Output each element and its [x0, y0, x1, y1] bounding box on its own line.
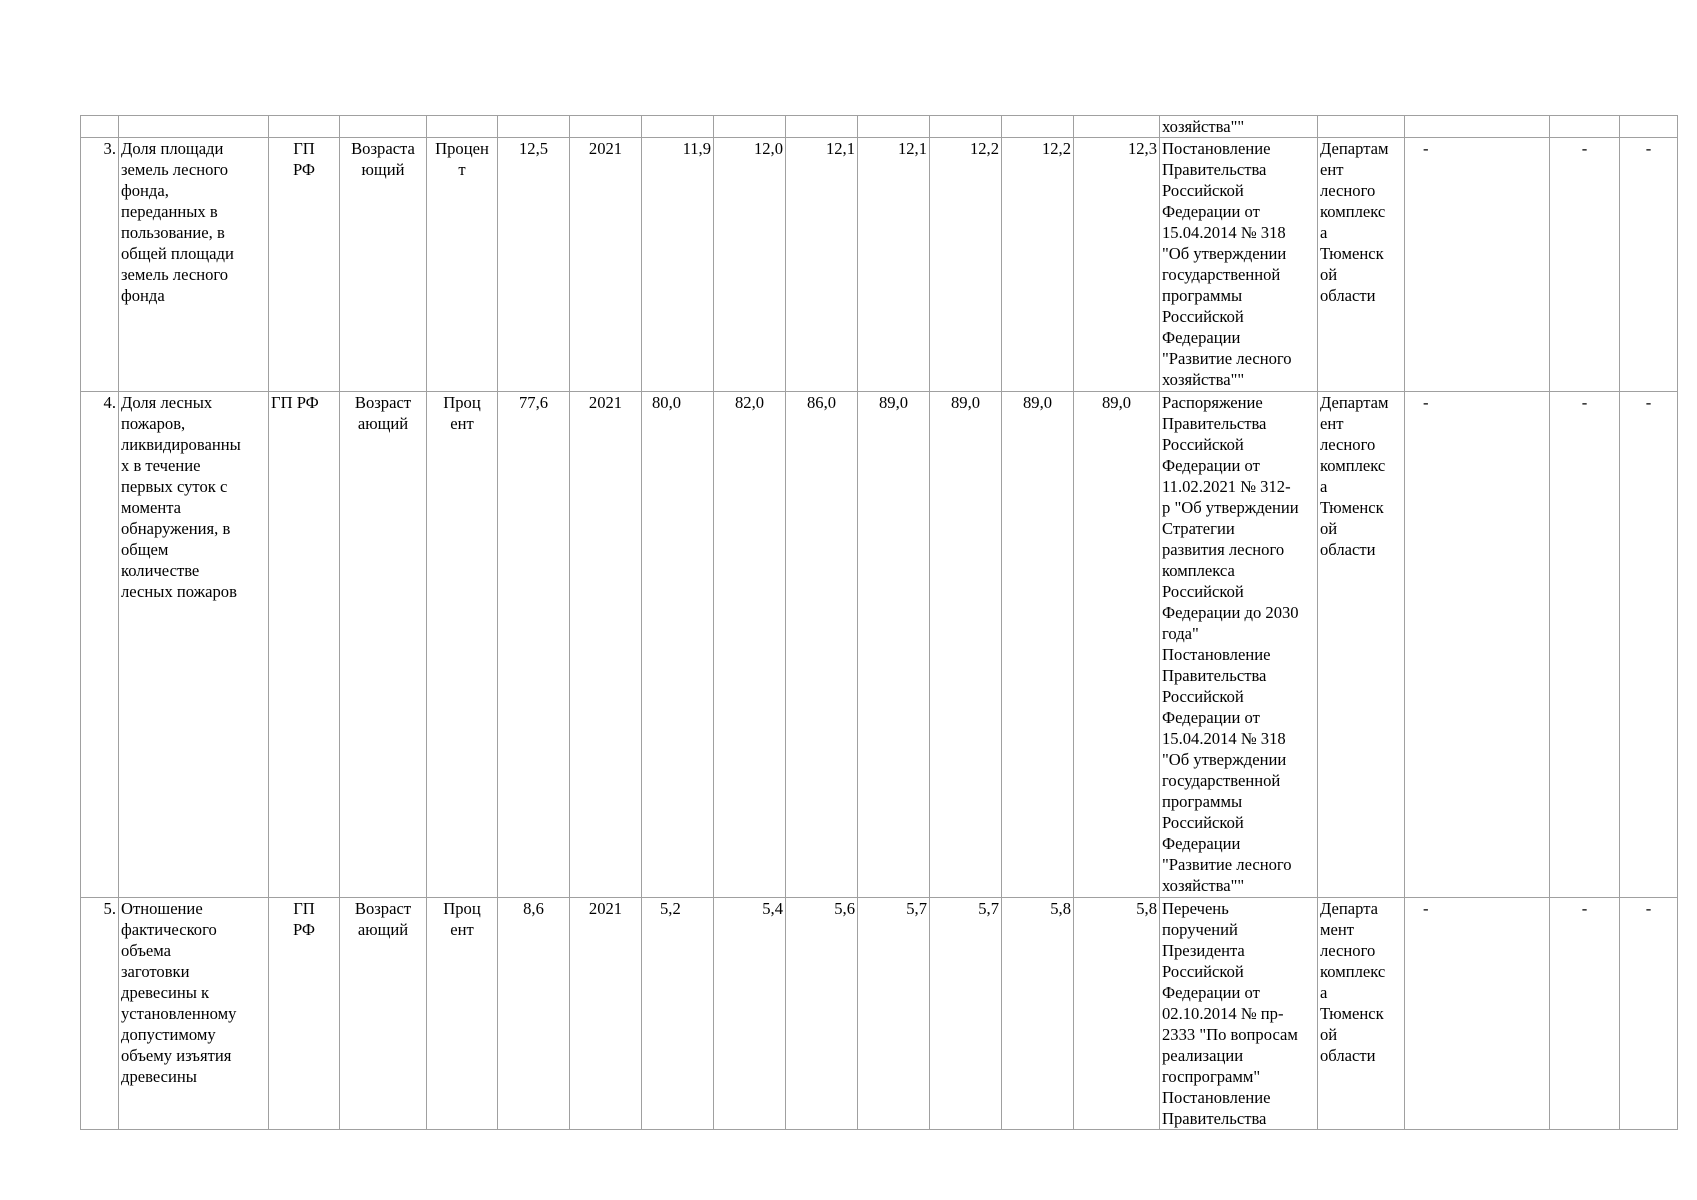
year-value: 12,1 [858, 138, 930, 392]
year-value: 82,0 [714, 392, 786, 898]
dash-cell: - [1405, 392, 1550, 898]
year-value: 5,7 [858, 898, 930, 1130]
year-value: 12,2 [1002, 138, 1074, 392]
indicator-level: ГП РФ [269, 138, 340, 392]
year-value: 12,0 [714, 138, 786, 392]
year-value: 5,4 [714, 898, 786, 1130]
dash-cell: - [1620, 392, 1678, 898]
base-value: 12,5 [498, 138, 570, 392]
year-value: 89,0 [1002, 392, 1074, 898]
year-value: 80,0 [642, 392, 714, 898]
responsible-cell: Департа мент лесного комплекс а Тюменск ой области [1318, 898, 1405, 1130]
indicator-dynamics: Возраст ающий [340, 898, 427, 1130]
table-row [81, 898, 1678, 1130]
responsible-cell: Департам ент лесного комплекс а Тюменск ой области [1318, 138, 1405, 392]
source-cell: Распоряжение Правительства Российской Федерации от 11.02.2021 № 312- р "Об утверждении Стратегии развития лесного комплекса Российской Федерации до 2030 года" Постановление Правительства Российской Федерации от 15.04.2014 № 318 "Об утверждении государственной программы Российской Федерации "Развитие лесного хозяйства"" [1160, 392, 1318, 898]
base-value: 77,6 [498, 392, 570, 898]
year-value: 89,0 [930, 392, 1002, 898]
indicator-dynamics: Возраста ющий [340, 138, 427, 392]
base-year: 2021 [570, 898, 642, 1130]
indicator-level: ГП РФ [269, 392, 340, 898]
year-value: 5,8 [1002, 898, 1074, 1130]
year-value: 5,6 [786, 898, 858, 1130]
responsible-cell: Департам ент лесного комплекс а Тюменск ой области [1318, 392, 1405, 898]
indicator-level: ГП РФ [269, 898, 340, 1130]
dash-cell: - [1405, 898, 1550, 1130]
indicator-name: Отношение фактического объема заготовки древесины к установленному допустимому объему изъятия древесины [119, 898, 269, 1130]
dash-cell: - [1550, 898, 1620, 1130]
table-row [81, 392, 1678, 898]
indicator-unit: Процен т [427, 138, 498, 392]
dash-cell: - [1550, 392, 1620, 898]
indicator-unit: Проц ент [427, 392, 498, 898]
indicator-name: Доля площади земель лесного фонда, переданных в пользование, в общей площади земель лесного фонда [119, 138, 269, 392]
indicators-table [80, 115, 1678, 1130]
year-value: 5,2 [642, 898, 714, 1130]
indicator-unit: Проц ент [427, 898, 498, 1130]
year-value: 12,1 [786, 138, 858, 392]
year-value: 89,0 [1074, 392, 1160, 898]
base-value: 8,6 [498, 898, 570, 1130]
base-year: 2021 [570, 392, 642, 898]
row-number: 5. [81, 898, 119, 1130]
dash-cell: - [1405, 138, 1550, 392]
source-cell: Перечень поручений Президента Российской Федерации от 02.10.2014 № пр- 2333 "По вопросам реализации госпрограмм" Постановление Правительства [1160, 898, 1318, 1130]
year-value: 12,3 [1074, 138, 1160, 392]
base-year: 2021 [570, 138, 642, 392]
source-cell: Постановление Правительства Российской Федерации от 15.04.2014 № 318 "Об утверждении государственной программы Российской Федерации "Развитие лесного хозяйства"" [1160, 138, 1318, 392]
source-cell: хозяйства"" [1160, 116, 1318, 138]
year-value: 89,0 [858, 392, 930, 898]
row-number: 3. [81, 138, 119, 392]
indicator-dynamics: Возраст ающий [340, 392, 427, 898]
dash-cell: - [1620, 138, 1678, 392]
table-row [81, 138, 1678, 392]
dash-cell: - [1620, 898, 1678, 1130]
year-value: 12,2 [930, 138, 1002, 392]
year-value: 5,7 [930, 898, 1002, 1130]
table-row-continuation [81, 116, 1678, 138]
dash-cell: - [1550, 138, 1620, 392]
year-value: 11,9 [642, 138, 714, 392]
year-value: 86,0 [786, 392, 858, 898]
year-value: 5,8 [1074, 898, 1160, 1130]
indicator-name: Доля лесных пожаров, ликвидированны х в течение первых суток с момента обнаружения, в общем количестве лесных пожаров [119, 392, 269, 898]
row-number: 4. [81, 392, 119, 898]
